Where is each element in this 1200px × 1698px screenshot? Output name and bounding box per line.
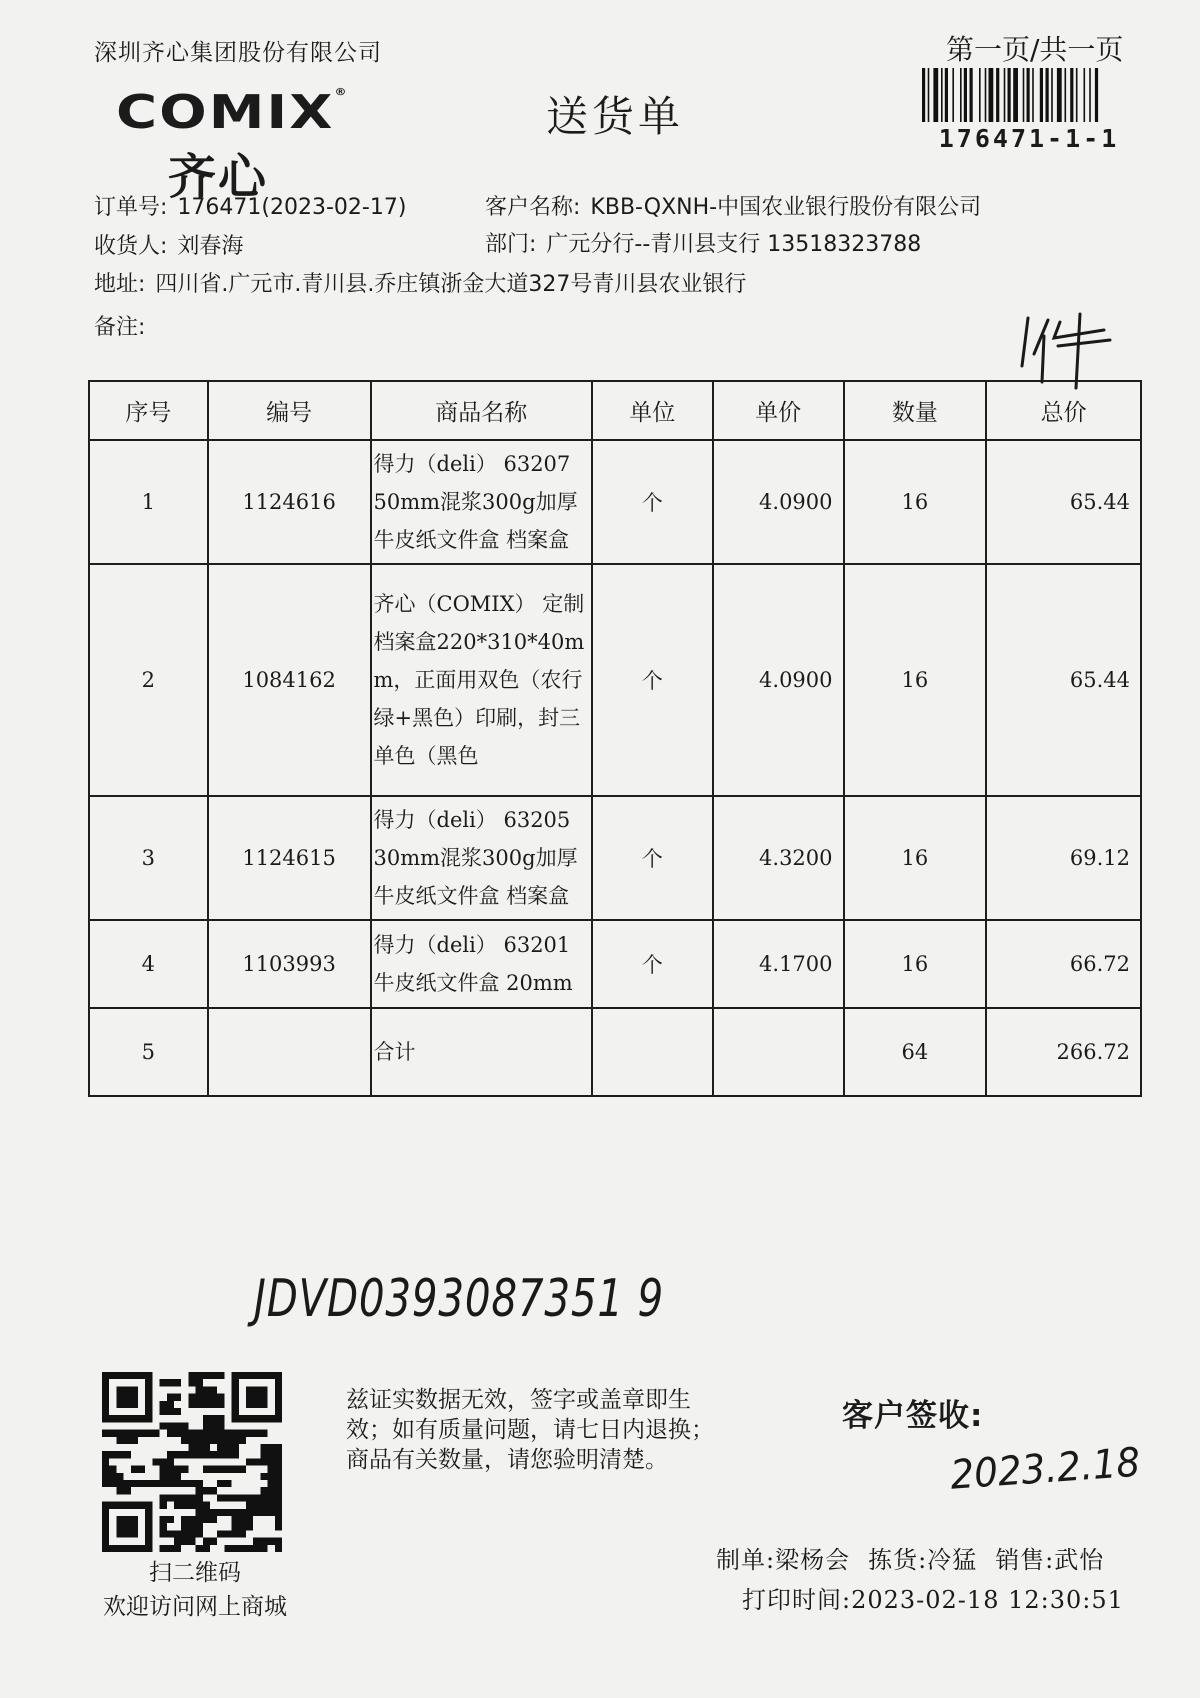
department (485, 227, 921, 258)
receiver-label: 收货人: (94, 234, 168, 259)
header-price: 单价 (713, 381, 844, 440)
receiver (94, 229, 243, 260)
comix-logo: COMIX® (116, 86, 349, 140)
sales: 销售:武怡 (995, 1546, 1105, 1574)
notice-line-3: 商品有关数量，请您验明清楚。 (346, 1447, 668, 1473)
cell-total-qty: 64 (844, 1008, 987, 1096)
page-info: 第一页/共一页 (946, 33, 1124, 66)
table-row (89, 920, 1141, 1008)
order-label: 订单号: (94, 195, 168, 220)
address-value: 四川省.广元市.青川县.乔庄镇浙金大道327号青川县农业银行 (155, 272, 747, 297)
notice-line-1: 兹证实数据无效，签字或盖章即生 (346, 1387, 691, 1413)
table-row (89, 564, 1141, 796)
header-name: 商品名称 (371, 381, 592, 440)
cell-unit: 个 (592, 920, 713, 1008)
table-row (89, 440, 1141, 564)
cell-code: 1084162 (208, 564, 371, 796)
qr-caption (70, 1556, 320, 1624)
cell-qty: 16 (844, 920, 987, 1008)
company-name: 深圳齐心集团股份有限公司 (94, 40, 382, 66)
order-number (94, 190, 406, 221)
qr-code (102, 1372, 282, 1552)
cell-unit: 个 (592, 796, 713, 920)
cell-name: 齐心（COMIX） 定制档案盒220*310*40mm，正面用双色（农行绿+黑色）印刷，封三单色（黑色 (371, 564, 592, 796)
cell-seq: 1 (89, 440, 208, 564)
header-unit: 单位 (592, 381, 713, 440)
items-table (88, 380, 1142, 1097)
remark-label: 备注: (94, 315, 146, 340)
cell-seq: 5 (89, 1008, 208, 1096)
logo-text: COMIX (116, 86, 335, 140)
cell-seq: 2 (89, 564, 208, 796)
header-qty: 数量 (844, 381, 987, 440)
picker: 拣货:冷猛 (868, 1546, 978, 1574)
dept-value: 广元分行--青川县支行 13518323788 (546, 232, 922, 257)
document-title: 送货单 (546, 92, 685, 141)
cell-unit: 个 (592, 440, 713, 564)
barcode-image (922, 68, 1136, 122)
qr-caption-line-1: 扫二维码 (149, 1560, 241, 1586)
address-label: 地址: (94, 272, 146, 297)
cell-seq: 4 (89, 920, 208, 1008)
cell-seq: 3 (89, 796, 208, 920)
barcode-text: 176471-1-1 (938, 124, 1120, 153)
cell-total: 69.12 (986, 796, 1141, 920)
cell-name: 得力（deli） 63207 50mm混浆300g加厚牛皮纸文件盒 档案盒 (371, 440, 592, 564)
cell-price: 4.0900 (713, 564, 844, 796)
handwritten-tracking-number (247, 1250, 670, 1350)
staff-info (716, 1540, 1122, 1575)
customer-label: 客户名称: (485, 195, 581, 220)
cell-code: 1124616 (208, 440, 371, 564)
customer-name (485, 190, 981, 221)
remark (94, 310, 145, 341)
maker: 制单:梁杨会 (716, 1546, 851, 1574)
handwritten-quantity-mark (1008, 310, 1118, 390)
cell-summary-label: 合计 (371, 1008, 592, 1096)
cell-grand-total: 266.72 (986, 1008, 1141, 1096)
notice-text (346, 1385, 756, 1475)
cell-code (208, 1008, 371, 1096)
header-seq: 序号 (89, 381, 208, 440)
address (94, 267, 746, 298)
customer-value: KBB-QXNH-中国农业银行股份有限公司 (590, 195, 982, 220)
cell-qty: 16 (844, 564, 987, 796)
logo-chinese: 齐心 (168, 149, 269, 205)
receiver-value: 刘春海 (177, 234, 244, 259)
table-header-row (89, 381, 1141, 440)
cell-price: 4.3200 (713, 796, 844, 920)
header-code: 编号 (208, 381, 371, 440)
dept-label: 部门: (485, 232, 537, 257)
notice-line-2: 效；如有质量问题，请七日内退换； (346, 1417, 714, 1443)
cell-code: 1124615 (208, 796, 371, 920)
print-time: 打印时间:2023-02-18 12:30:51 (742, 1586, 1124, 1614)
order-value: 176471(2023-02-17) (177, 195, 407, 220)
summary-row (89, 1008, 1141, 1096)
cell-price (713, 1008, 844, 1096)
cell-unit (592, 1008, 713, 1096)
cell-qty: 16 (844, 796, 987, 920)
svg-text:2023.2.18: 2023.2.18 (948, 1438, 1156, 1499)
svg-text:JDVD0393087351 9: JDVD0393087351 9 (247, 1269, 664, 1329)
cell-qty: 16 (844, 440, 987, 564)
header-total: 总价 (986, 381, 1141, 440)
handwritten-sign-date (948, 1430, 1156, 1500)
cell-total: 66.72 (986, 920, 1141, 1008)
table-row (89, 796, 1141, 920)
cell-name: 得力（deli） 63205 30mm混浆300g加厚牛皮纸文件盒 档案盒 (371, 796, 592, 920)
cell-code: 1103993 (208, 920, 371, 1008)
cell-total: 65.44 (986, 440, 1141, 564)
cell-price: 4.0900 (713, 440, 844, 564)
cell-name: 得力（deli） 63201 牛皮纸文件盒 20mm (371, 920, 592, 1008)
cell-price: 4.1700 (713, 920, 844, 1008)
cell-total: 65.44 (986, 564, 1141, 796)
cell-unit: 个 (592, 564, 713, 796)
customer-sign-label: 客户签收: (842, 1398, 984, 1434)
qr-caption-line-2: 欢迎访问网上商城 (103, 1594, 287, 1620)
